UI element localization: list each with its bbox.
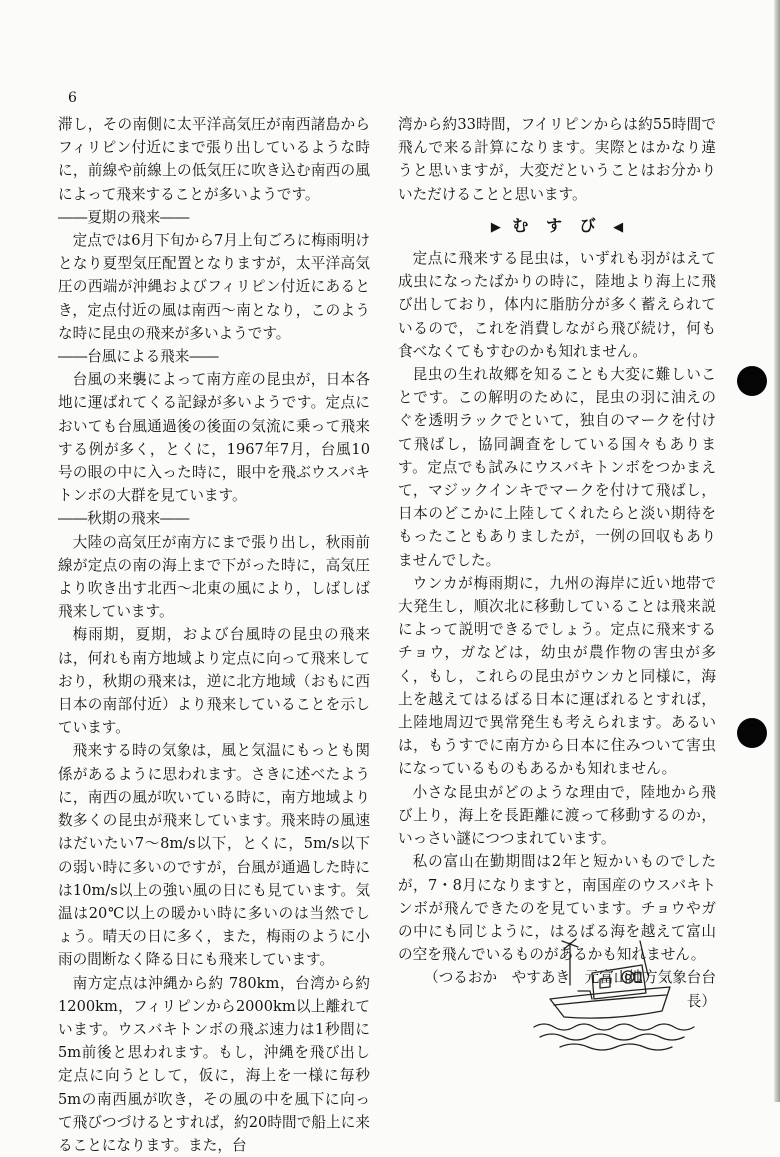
paragraph: 南方定点は沖縄から約 780km，台湾から約1200km，フィリピンから2000km以上離れています。ウスバキトンボの飛ぶ速力は1秒間に5m前後と思われます。もし，沖縄を飛び出し定点に向うとして，仮に，海上を一様に毎秒5mの南西風が吹き，その風の中を風下に向って飛びつづけるとすれば，約20時間で船上に来ることになります。また，台 xyxy=(58,974,370,1154)
section-heading-autumn: ――秋期の飛来―― xyxy=(58,510,190,528)
author-signature: （つるおか やすあき 元富山地方気象台台長） xyxy=(424,969,716,1010)
section-heading-typhoon: ――台風による飛来―― xyxy=(58,348,219,366)
binder-hole-upper xyxy=(737,366,767,396)
triangle-right-icon: ▶ xyxy=(490,219,501,235)
paragraph-typhoon: 台風の来襲によって南方産の昆虫が，日本各地に運ばれてくる記録が多いようです。定点においても台風通過後の後面の気流に乗って飛来する例が多く，とくに，1967年7月，台風10号の眼の中に入った時に，眼中を飛ぶウスバキトンボの大群を見ています。 xyxy=(58,371,370,505)
page-number: 6 xyxy=(68,90,77,106)
paragraph: 梅雨期，夏期，および台風時の昆虫の飛来は，何れも南方地域より定点に向って飛来しており，秋期の飛来は，逆に北方地域（おもに西日本の南部付近）より飛来していることを示しています。 xyxy=(58,626,370,737)
paragraph: ウンカが梅雨期に，九州の海岸に近い地帯で大発生し，順次北に移動していることは飛来説によって説明できるでしょう。定点に飛来するチョウ，ガなどは，幼虫が農作物の害虫が多く，もし，これらの昆虫がウンカと同様に，海上を越えてはるばる日本に運ばれるとすれば，上陸地周辺で異常発生も考えられます。あるいは，もうすでに南方から日本に住みついて害虫になっているものもあるかも知れません。 xyxy=(398,574,716,778)
left-column xyxy=(58,113,370,1157)
conclusion-heading xyxy=(398,214,716,239)
paragraph: 小さな昆虫がどのような理由で，陸地から飛び上り，海上を長距離に渡って移動するのか，いっさい謎につつまれています。 xyxy=(398,783,716,848)
paragraph: 湾から約33時間，フイリピンからは約55時間で飛んで来る計算になります。実際とはかなり違うと思いますが，大変だということはお分かりいただけることと思います。 xyxy=(398,116,716,203)
paragraph: 滞し，その南側に太平洋高気圧が南西諸島からフィリピン付近にまで張り出しているような時に，前線や前線上の低気圧に吹き込む南西の風によって飛来することが多いようです。 xyxy=(58,116,370,203)
conclusion-title: む す び xyxy=(512,215,602,235)
boat-sketch-illustration xyxy=(530,935,700,1055)
paragraph: 定点に飛来する昆虫は，いずれも羽がはえて成虫になったばかりの時に，陸地より海上に飛び出しており，体内に脂肪分が多く蓄えられているので，これを消費しながら飛び続け，何も食べなくてもすむのかも知れません。 xyxy=(398,250,716,360)
right-column xyxy=(398,113,716,1013)
paragraph: 昆虫の生れ故郷を知ることも大変に難しいことです。この解明のために，昆虫の羽に油えのぐを透明ラックでといて，独自のマークを付けて飛ばし，協同調査をしている国々もあります。定点でも試みにウスバキトンボをつかまえて，マジックインキでマークを付けて飛ばし，日本のどこかに上陸してくれたらと淡い期待をもったこともありましたが，一例の回収もありませんでした。 xyxy=(398,366,716,569)
section-heading-summer: ――夏期の飛来―― xyxy=(58,208,190,226)
binder-hole-lower xyxy=(737,718,767,748)
paragraph-summer: 定点では6月下旬から7月上旬ごろに梅雨明けとなり夏型気圧配置となりますが，太平洋高気圧の西端が沖縄およびフィリピン付近にあるとき，定点付近の風は南西～南となり，このような時に昆虫の飛来が多いようです。 xyxy=(58,232,370,342)
paragraph-autumn: 大陸の高気圧が南方にまで張り出し，秋雨前線が定点の南の海上まで下がった時に，高気圧より吹き出す北西～北東の風により，しばしば飛来しています。 xyxy=(58,533,370,621)
paragraph: 飛来する時の気象は，風と気温にもっとも関係があるように思われます。さきに述べたように，南西の風が吹いている時に，南方地域より数多くの昆虫が飛来しています。飛来時の風速はだいたい7～8m/s以下，とくに，5m/s以下の弱い時に多いのですが，台風が通過した時には10m/s以上の強い風の日にも見ています。気温は20℃以上の暖かい時に多いのは当然でしょう。晴天の日に多く，また，梅雨のように小雨の間断なく降る日にも飛来しています。 xyxy=(58,742,370,969)
triangle-left-icon: ◀ xyxy=(613,219,624,235)
paragraph: 私の富山在勤期間は2年と短かいものでしたが，7・8月になりますと，南国産のウスバキトンボが飛んできたのを見ています。チョウやガの中にも同じように，はるばる海を越えて富山の空を飛んでいるものがあるかも知れません。 xyxy=(398,853,716,964)
page-edge-shadow xyxy=(774,0,780,1102)
